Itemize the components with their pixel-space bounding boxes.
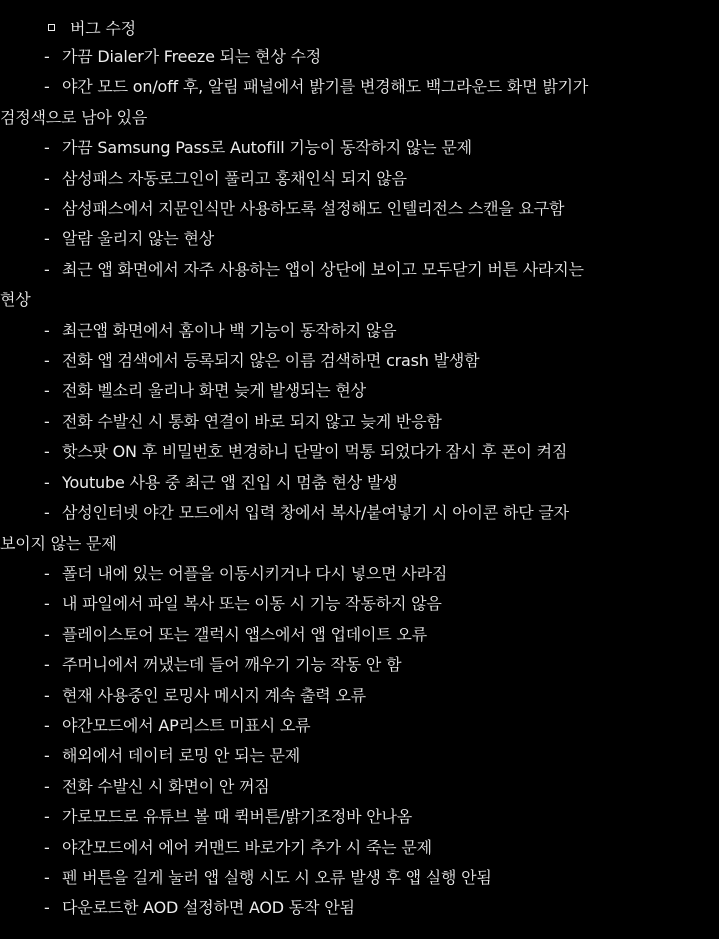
list-item xyxy=(40,650,705,680)
dash-bullet: - xyxy=(44,320,50,340)
item-text: 전화 수발신 시 화면이 안 꺼짐 xyxy=(62,776,270,796)
dash-bullet: - xyxy=(44,229,50,249)
dash-bullet: - xyxy=(44,624,50,644)
item-text: 알람 울리지 않는 현상 xyxy=(62,229,214,249)
item-text: 전화 벨소리 울리나 화면 늦게 발생되는 현상 xyxy=(62,381,366,401)
list-item xyxy=(40,741,705,771)
dash-bullet: - xyxy=(44,168,50,188)
dash-bullet: - xyxy=(44,685,50,705)
dash-bullet: - xyxy=(44,259,50,279)
item-text: 전화 수발신 시 통화 연결이 바로 되지 않고 늦게 반응함 xyxy=(62,411,442,431)
item-text: 삼성패스에서 지문인식만 사용하도록 설정해도 인텔리전스 스캔을 요구함 xyxy=(62,199,565,219)
list-item xyxy=(40,224,705,254)
item-text-line2: 현상 xyxy=(0,290,31,310)
item-text: 내 파일에서 파일 복사 또는 이동 시 기능 작동하지 않음 xyxy=(62,594,442,614)
list-item xyxy=(40,164,705,194)
list-item xyxy=(40,893,705,923)
square-bullet-icon xyxy=(48,24,55,31)
dash-bullet: - xyxy=(44,594,50,614)
dash-bullet: - xyxy=(44,199,50,219)
list-item xyxy=(40,833,705,863)
list-item xyxy=(40,772,705,802)
item-text: Youtube 사용 중 최근 앱 진입 시 멈춤 현상 발생 xyxy=(62,472,398,492)
dash-bullet: - xyxy=(44,442,50,462)
list-item xyxy=(40,133,705,163)
item-text: 야간모드에서 AP리스트 미표시 오류 xyxy=(62,715,311,735)
dash-bullet: - xyxy=(44,776,50,796)
item-text: 다운로드한 AOD 설정하면 AOD 동작 안됨 xyxy=(62,898,355,918)
item-text: 삼성패스 자동로그인이 풀리고 홍채인식 되지 않음 xyxy=(62,168,407,188)
list-item xyxy=(40,42,705,72)
dash-bullet: - xyxy=(44,837,50,857)
item-text: 가로모드로 유튜브 볼 때 퀵버튼/밝기조정바 안나옴 xyxy=(62,807,412,827)
list-item xyxy=(40,802,705,832)
bug-fix-list xyxy=(0,42,705,924)
list-item xyxy=(40,589,705,619)
dash-bullet: - xyxy=(44,381,50,401)
list-item xyxy=(40,407,705,437)
item-text: 가끔 Dialer가 Freeze 되는 현상 수정 xyxy=(62,47,321,66)
item-text: 해외에서 데이터 로밍 안 되는 문제 xyxy=(62,746,301,766)
list-item xyxy=(40,376,705,406)
list-item xyxy=(40,711,705,741)
section-title: 버그 수정 xyxy=(70,18,136,38)
list-item xyxy=(40,620,705,650)
dash-bullet: - xyxy=(44,867,50,887)
list-item xyxy=(40,559,705,589)
item-text: 핫스팟 ON 후 비밀번호 변경하니 단말이 먹통 되었다가 잠시 후 폰이 켜짐 xyxy=(62,442,568,462)
item-text: 가끔 Samsung Pass로 Autofill 기능이 동작하지 않는 문제 xyxy=(62,138,472,158)
item-text: 주머니에서 꺼냈는데 들어 깨우기 기능 작동 안 함 xyxy=(62,655,402,675)
dash-bullet: - xyxy=(44,77,50,97)
dash-bullet: - xyxy=(44,746,50,766)
item-text-line1: 삼성인터넷 야간 모드에서 입력 창에서 복사/붙여넣기 시 아이콘 하단 글자 xyxy=(62,503,569,523)
dash-bullet: - xyxy=(44,411,50,431)
dash-bullet: - xyxy=(44,807,50,827)
list-item xyxy=(40,316,705,346)
dash-bullet: - xyxy=(44,563,50,583)
dash-bullet: - xyxy=(44,472,50,492)
item-text-line2: 보이지 않는 문제 xyxy=(0,533,117,553)
item-text-line2: 검정색으로 남아 있음 xyxy=(0,107,148,127)
item-text: 폴더 내에 있는 어플을 이동시키거나 다시 넣으면 사라짐 xyxy=(62,563,448,583)
dash-bullet: - xyxy=(44,503,50,523)
dash-bullet: - xyxy=(44,138,50,158)
dash-bullet: - xyxy=(44,47,50,66)
item-text-line1: 야간 모드 on/off 후, 알림 패널에서 밝기를 변경해도 백그라운드 화면 밝기가 xyxy=(62,77,589,97)
list-item xyxy=(0,255,705,316)
item-text xyxy=(0,498,705,559)
item-text: 펜 버튼을 길게 눌러 앱 실행 시도 시 오류 발생 후 앱 실행 안됨 xyxy=(62,867,492,887)
item-text xyxy=(0,72,705,133)
list-item xyxy=(40,437,705,467)
dash-bullet: - xyxy=(44,655,50,675)
list-item xyxy=(40,346,705,376)
item-text: 전화 앱 검색에서 등록되지 않은 이름 검색하면 crash 발생함 xyxy=(62,351,480,371)
dash-bullet: - xyxy=(44,715,50,735)
list-item xyxy=(40,681,705,711)
item-text: 현재 사용중인 로밍사 메시지 계속 출력 오류 xyxy=(62,685,366,705)
item-text-line1: 최근 앱 화면에서 자주 사용하는 앱이 상단에 보이고 모두닫기 버튼 사라지는 xyxy=(62,259,584,279)
item-text xyxy=(0,255,705,316)
list-item xyxy=(40,863,705,893)
list-item xyxy=(0,72,705,133)
item-text: 최근앱 화면에서 홈이나 백 기능이 동작하지 않음 xyxy=(62,320,397,340)
list-item xyxy=(40,194,705,224)
section-header xyxy=(40,12,705,42)
item-text: 플레이스토어 또는 갤럭시 앱스에서 앱 업데이트 오류 xyxy=(62,624,427,644)
list-item xyxy=(40,468,705,498)
dash-bullet: - xyxy=(44,351,50,371)
item-text: 야간모드에서 에어 커맨드 바로가기 추가 시 죽는 문제 xyxy=(62,837,432,857)
dash-bullet: - xyxy=(44,898,50,918)
list-item xyxy=(0,498,705,559)
